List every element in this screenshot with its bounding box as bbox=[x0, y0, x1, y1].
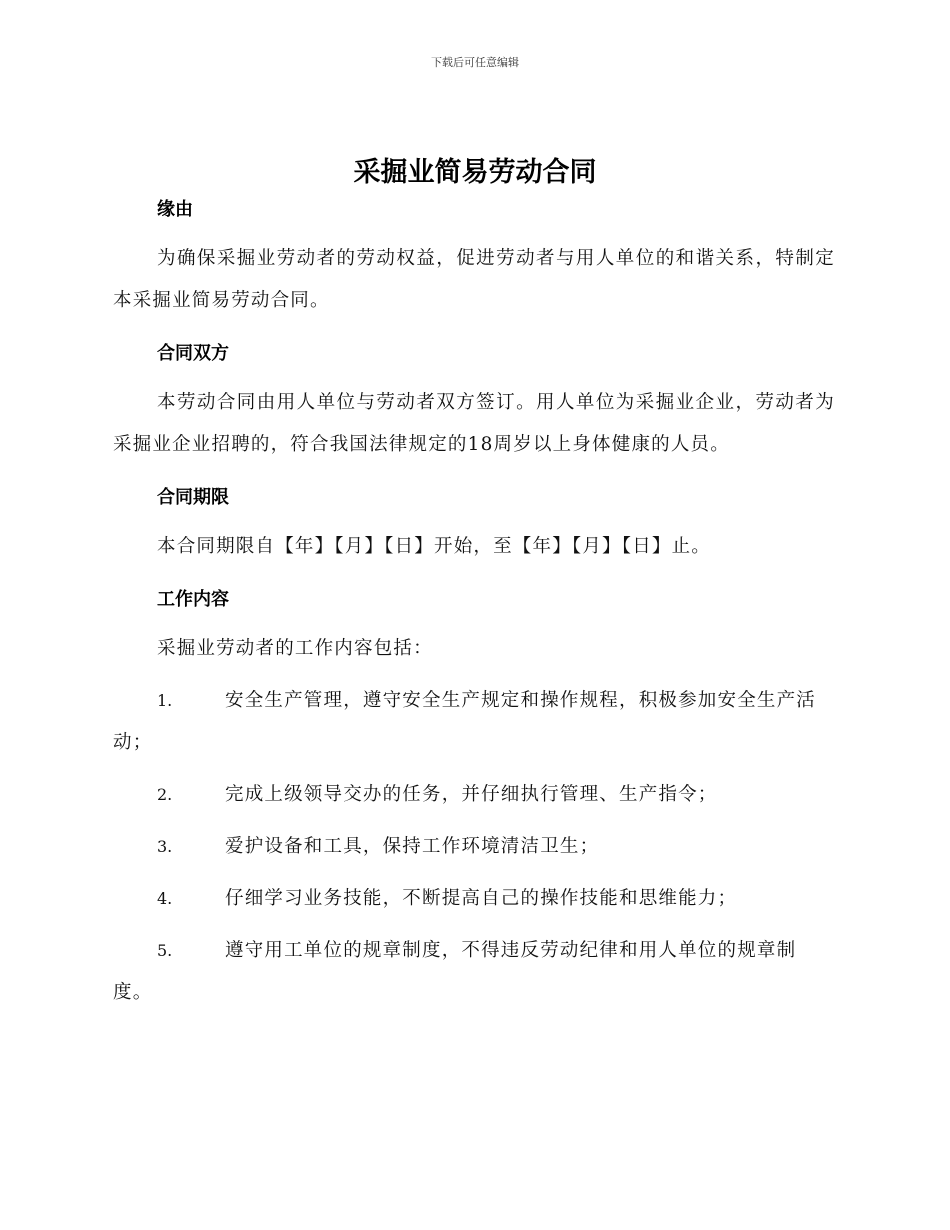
section-heading-reason: 缘由 bbox=[157, 199, 193, 220]
list-item-text: 安全生产管理，遵守安全生产规定和操作规程，积极参加安全生产活动； bbox=[113, 690, 817, 753]
section-heading-term: 合同期限 bbox=[157, 487, 229, 508]
section-text-reason: 为确保采掘业劳动者的劳动权益，促进劳动者与用人单位的和谐关系，特制定本采掘业简易劳动合同。 bbox=[113, 248, 835, 311]
list-item bbox=[113, 826, 835, 868]
document-title: 采掘业简易劳动合同 bbox=[353, 157, 597, 188]
section-text-term: 本合同期限自【年】【月】【日】开始，至【年】【月】【日】止。 bbox=[157, 536, 712, 557]
section-text-work-intro: 采掘业劳动者的工作内容包括： bbox=[157, 638, 433, 659]
list-item-text: 爱护设备和工具，保持工作环境清洁卫生； bbox=[225, 836, 600, 857]
list-item-number: 3. bbox=[157, 837, 173, 856]
list-item-text: 完成上级领导交办的任务，并仔细执行管理、生产指令； bbox=[225, 784, 718, 805]
list-item-number: 2. bbox=[157, 785, 173, 804]
section-heading-parties: 合同双方 bbox=[157, 343, 229, 364]
list-item bbox=[113, 930, 835, 1014]
header-note: 下载后可任意编辑 bbox=[431, 56, 519, 69]
list-item bbox=[113, 878, 835, 920]
section-heading-work: 工作内容 bbox=[157, 589, 229, 610]
list-item-number: 4. bbox=[157, 889, 173, 908]
document-body bbox=[113, 192, 835, 1014]
list-item-number: 1. bbox=[157, 691, 173, 710]
list-item-text: 遵守用工单位的规章制度，不得违反劳动纪律和用人单位的规章制度。 bbox=[113, 940, 797, 1003]
list-item bbox=[113, 680, 835, 764]
list-item-number: 5. bbox=[157, 941, 173, 960]
list-item-text: 仔细学习业务技能，不断提高自己的操作技能和思维能力； bbox=[225, 888, 738, 909]
section-text-parties: 本劳动合同由用人单位与劳动者双方签订。用人单位为采掘业企业，劳动者为采掘业企业招聘的，符合我国法律规定的18周岁以上身体健康的人员。 bbox=[113, 392, 835, 455]
list-item bbox=[113, 774, 835, 816]
